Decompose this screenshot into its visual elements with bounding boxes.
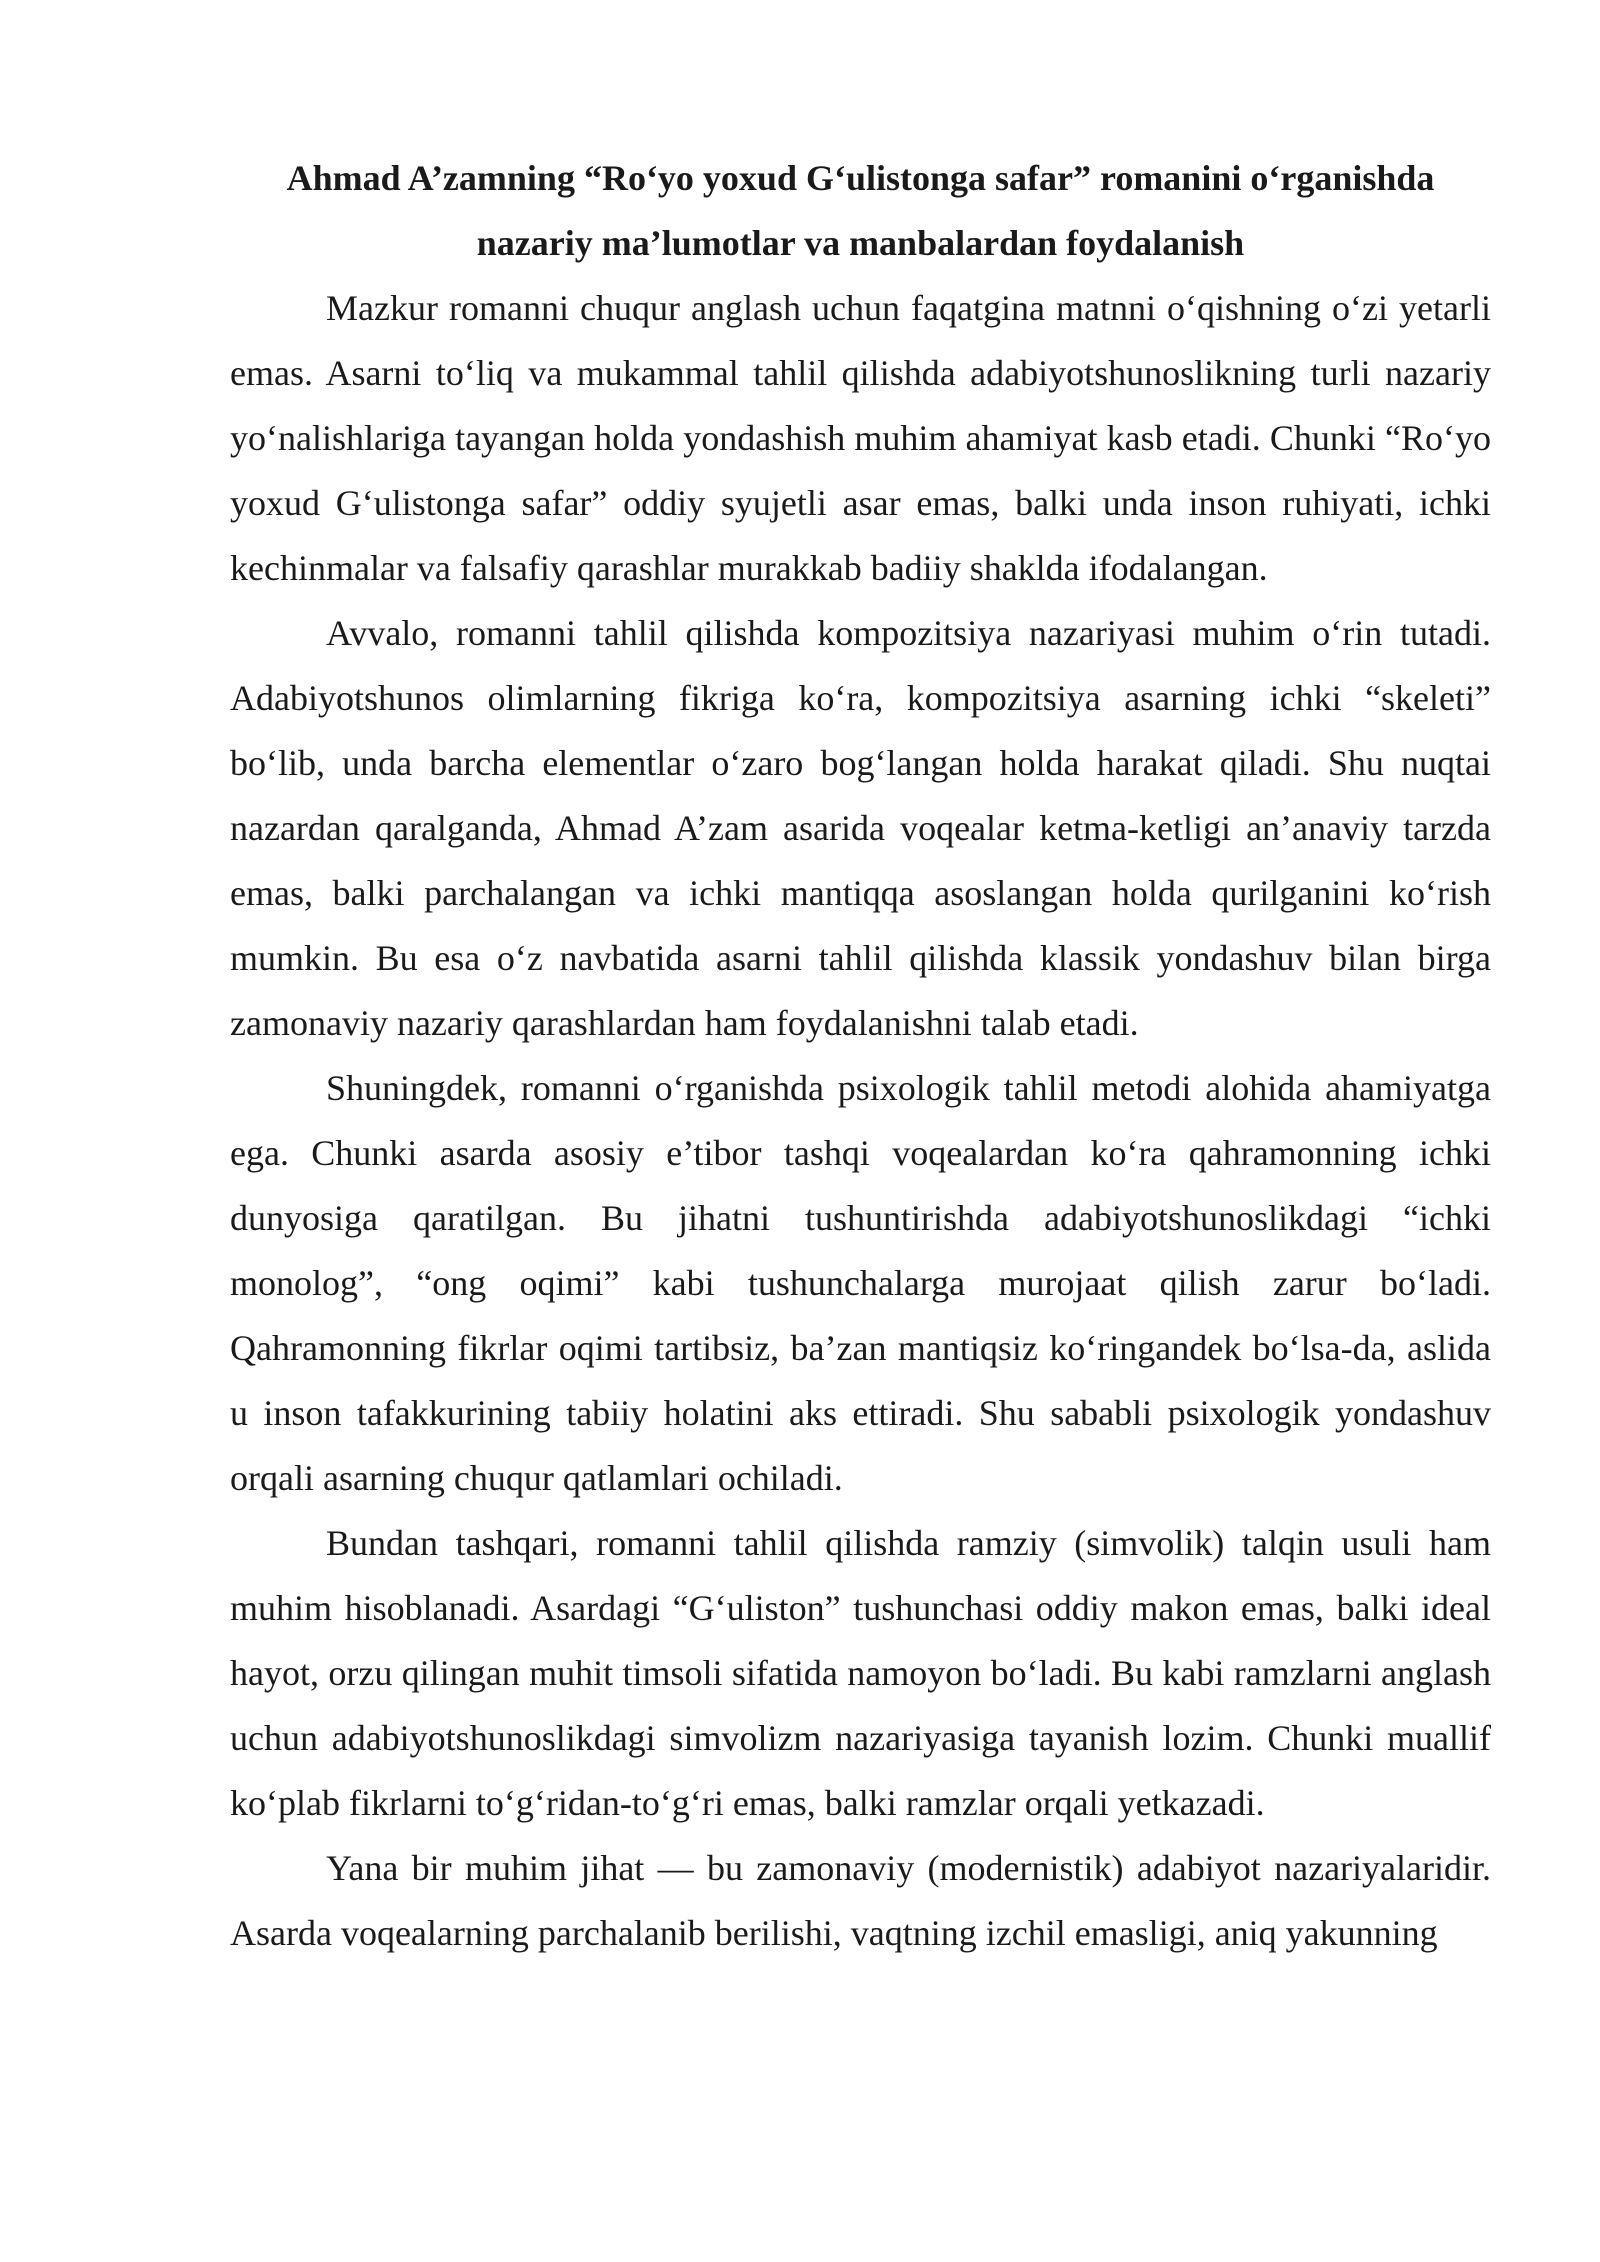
document-title <box>230 146 1491 276</box>
paragraph: Mazkur romanni chuqur anglash uchun faqatgina matnni o‘qishning o‘zi yetarli emas. Asarni to‘liq va mukammal tahlil qilishda adabiyotshunoslikning turli nazariy yo‘nalishlariga tayangan holda yondashish muhim ahamiyat kasb etadi. Chunki “Ro‘yo yoxud G‘ulistonga safar” oddiy syujetli asar emas, balki unda inson ruhiyati, ichki kechinmalar va falsafiy qarashlar murakkab badiiy shaklda ifodalangan. <box>230 288 1491 588</box>
title-line-2: nazariy ma’lumotlar va manbalardan foydalanish <box>476 223 1245 263</box>
paragraph: Yana bir muhim jihat — bu zamonaviy (modernistik) adabiyot nazariyalaridir. Asarda voqealarning parchalanib berilishi, vaqtning izchil emasligi, aniq yakunning <box>230 1848 1491 1953</box>
paragraph: Bundan tashqari, romanni tahlil qilishda ramziy (simvolik) talqin usuli ham muhim hisoblanadi. Asardagi “G‘uliston” tushunchasi oddiy makon emas, balki ideal hayot, orzu qilingan muhit timsoli sifatida namoyon bo‘ladi. Bu kabi ramzlarni anglash uchun adabiyotshunoslikdagi simvolizm nazariyasiga tayanish lozim. Chunki muallif ko‘plab fikrlarni to‘g‘ridan-to‘g‘ri emas, balki ramzlar orqali yetkazadi. <box>230 1523 1491 1823</box>
document-body <box>230 146 1491 1966</box>
paragraph: Shuningdek, romanni o‘rganishda psixologik tahlil metodi alohida ahamiyatga ega. Chunki asarda asosiy e’tibor tashqi voqealardan ko‘ra qahramonning ichki dunyosiga qaratilgan. Bu jihatni tushuntirishda adabiyotshunoslikdagi “ichki monolog”, “ong oqimi” kabi tushunchalarga murojaat qilish zarur bo‘ladi. Qahramonning fikrlar oqimi tartibsiz, ba’zan mantiqsiz ko‘ringandek bo‘lsa-da, aslida u inson tafakkurining tabiiy holatini aks ettiradi. Shu sababli psixologik yondashuv orqali asarning chuqur qatlamlari ochiladi. <box>230 1068 1491 1498</box>
paragraph: Avvalo, romanni tahlil qilishda kompozitsiya nazariyasi muhim o‘rin tutadi. Adabiyotshunos olimlarning fikriga ko‘ra, kompozitsiya asarning ichki “skeleti” bo‘lib, unda barcha elementlar o‘zaro bog‘langan holda harakat qiladi. Shu nuqtai nazardan qaralganda, Ahmad A’zam asarida voqealar ketma-ketligi an’anaviy tarzda emas, balki parchalangan va ichki mantiqqa asoslangan holda qurilganini ko‘rish mumkin. Bu esa o‘z navbatida asarni tahlil qilishda klassik yondashuv bilan birga zamonaviy nazariy qarashlardan ham foydalanishni talab etadi. <box>230 613 1491 1043</box>
title-line-1: Ahmad A’zamning “Ro‘yo yoxud G‘ulistonga safar” romanini o‘rganishda <box>286 158 1435 198</box>
